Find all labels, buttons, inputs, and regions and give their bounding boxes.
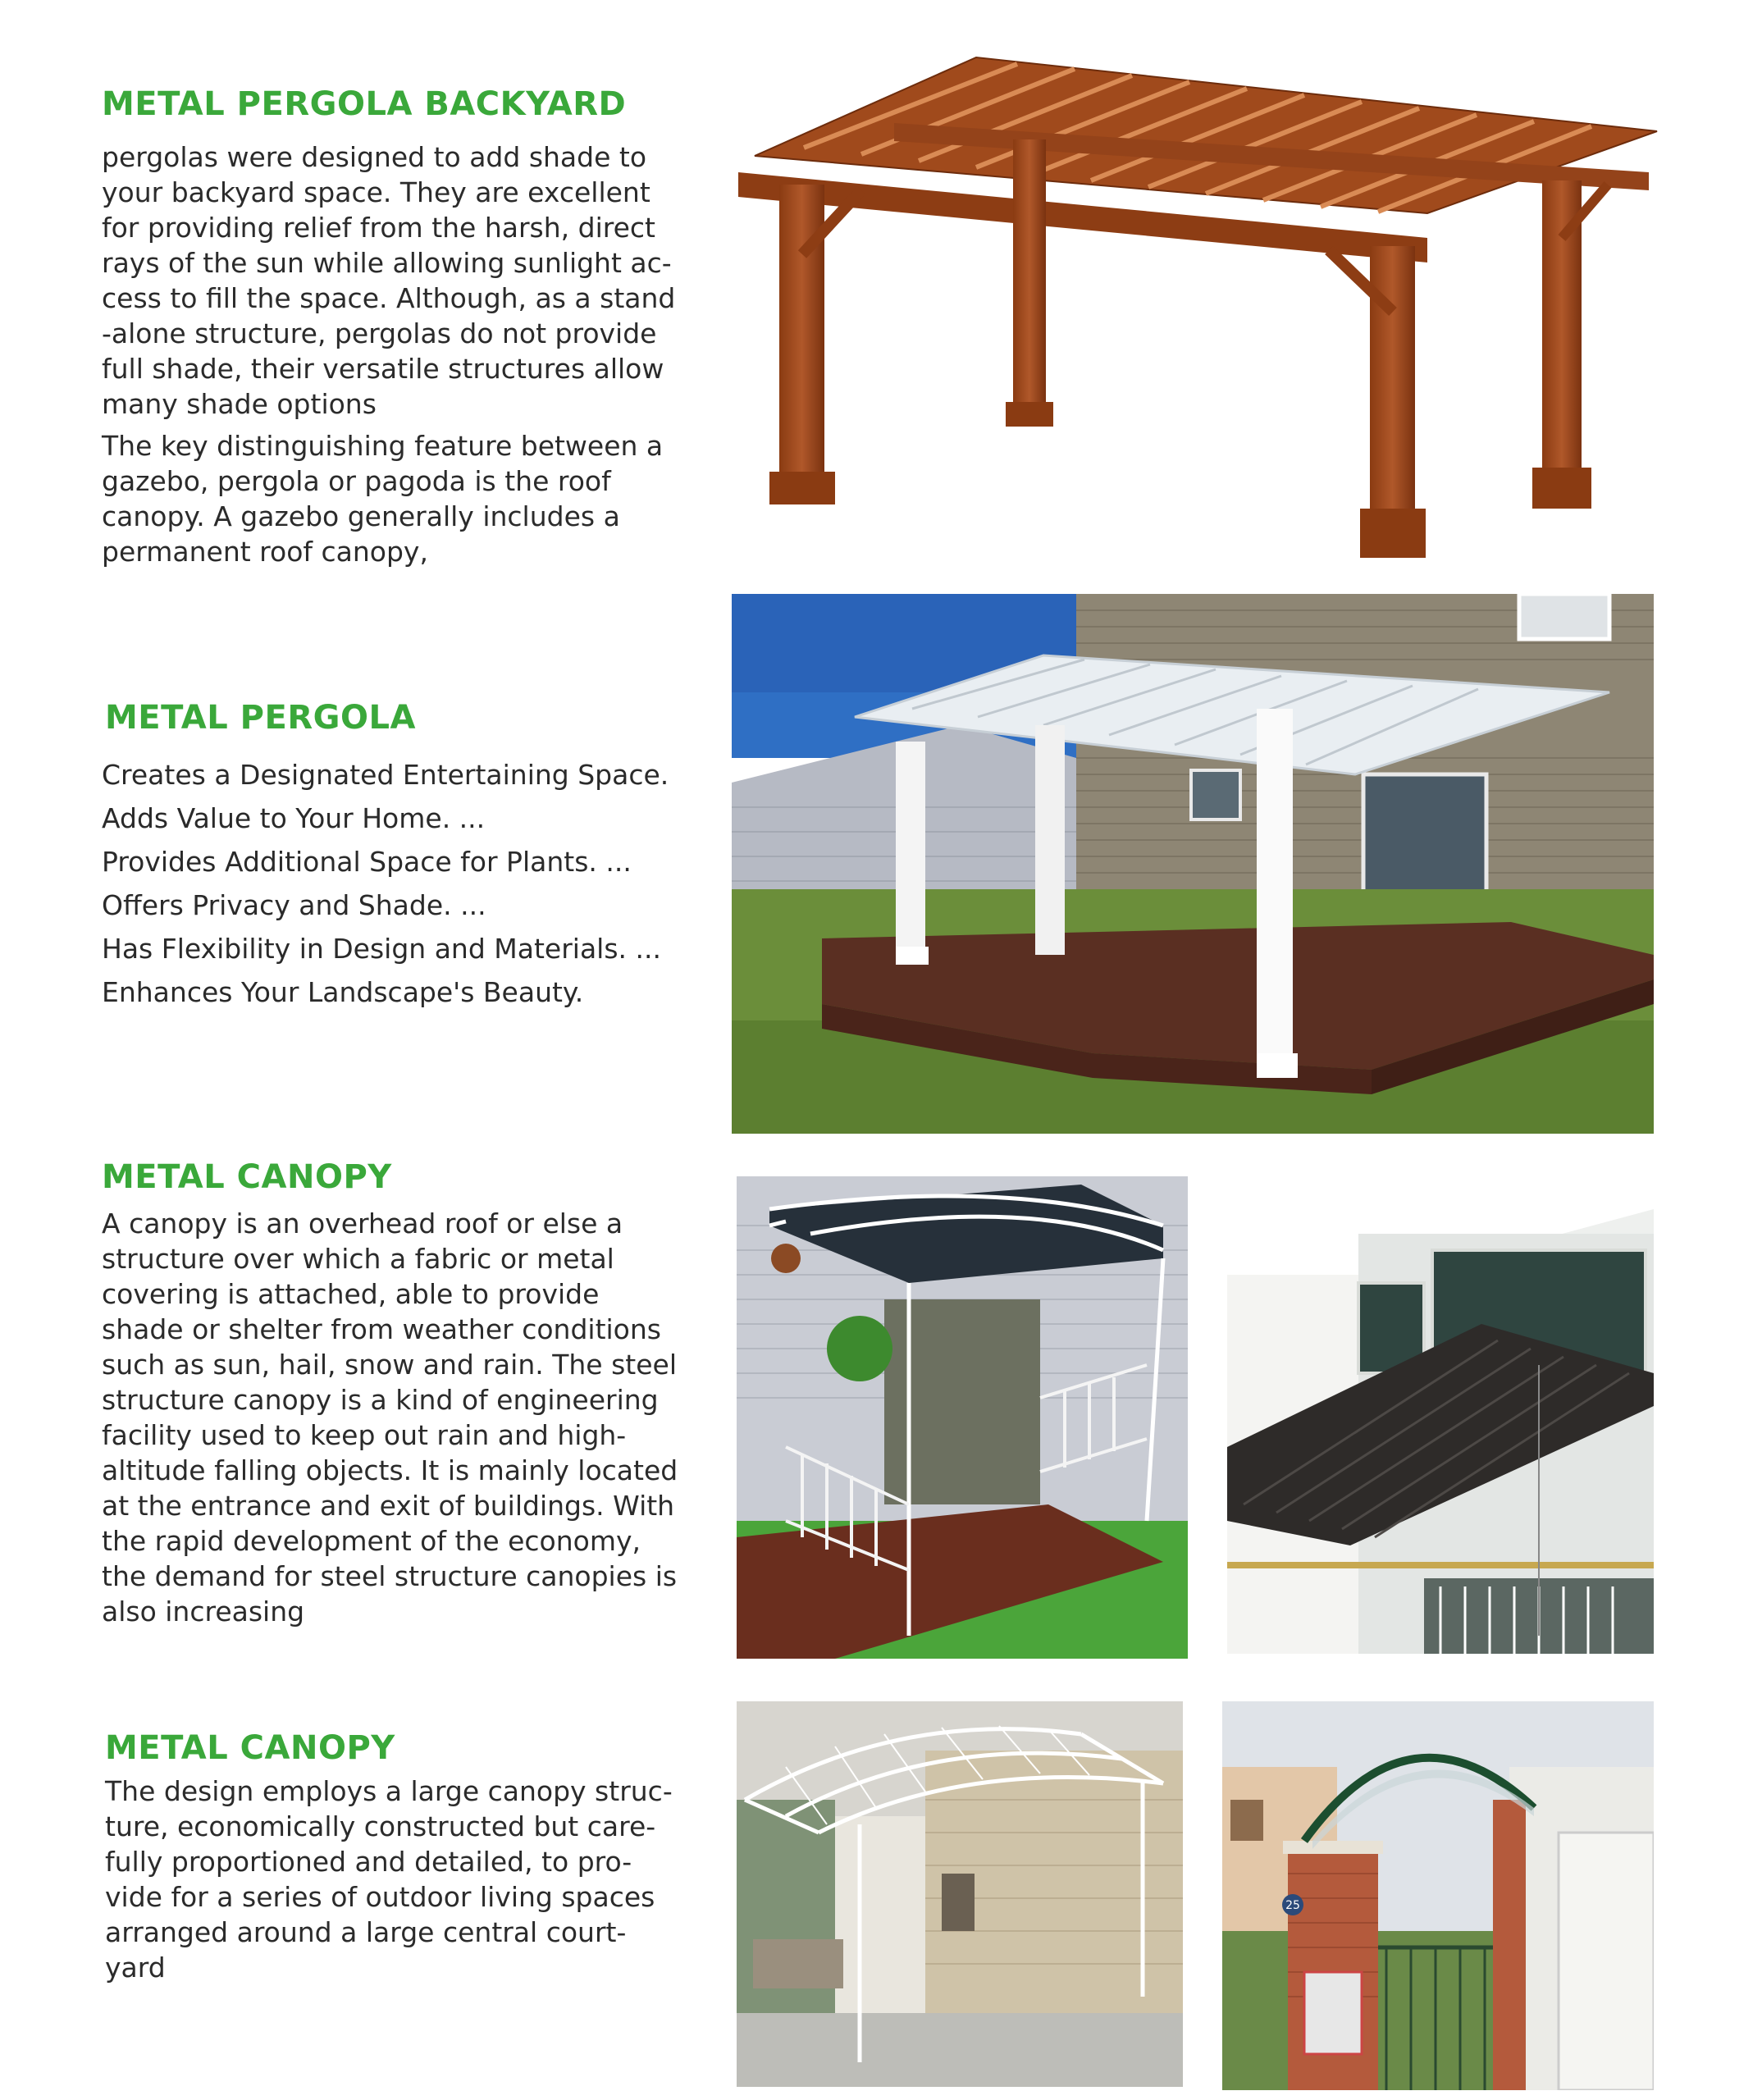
text-line: your backyard space. They are excellent	[102, 176, 650, 208]
gate-arch-canopy-photo	[1222, 1701, 1654, 2090]
metal-canopy-paragraph	[102, 1206, 678, 1629]
list-item: Has Flexibility in Design and Materials. ...	[102, 933, 661, 965]
section-heading-metal-canopy-1: METAL CANOPY	[102, 1158, 392, 1196]
text-line: facility used to keep out rain and high-	[102, 1419, 627, 1451]
text-line: fully proportioned and detailed, to pro-	[105, 1846, 632, 1878]
section-heading-pergola-backyard: METAL PERGOLA BACKYARD	[102, 85, 627, 123]
text-line: at the entrance and exit of buildings. With	[102, 1490, 675, 1522]
pergola-backyard-paragraph-2	[102, 428, 663, 569]
text-line: permanent roof canopy,	[102, 536, 428, 568]
house-number-sign: 25	[1285, 1899, 1300, 1912]
text-line: The key distinguishing feature between a	[102, 430, 664, 462]
text-line: structure canopy is a kind of engineering	[102, 1384, 659, 1416]
list-item: Provides Additional Space for Plants. ...	[102, 846, 632, 878]
text-line: vide for a series of outdoor living spaces	[105, 1881, 655, 1913]
text-line: the demand for steel structure canopies is	[102, 1560, 678, 1592]
text-line: The design employs a large canopy struc-	[105, 1775, 673, 1807]
list-item: Creates a Designated Entertaining Space.	[102, 759, 669, 791]
text-line: A canopy is an overhead roof or else a	[102, 1208, 623, 1239]
text-line: canopy. A gazebo generally includes a	[102, 500, 620, 532]
list-item: Offers Privacy and Shade. ...	[102, 889, 486, 921]
text-line: structure over which a fabric or metal	[102, 1243, 614, 1275]
text-line: full shade, their versatile structures allow	[102, 353, 664, 385]
white-pergola-deck-photo	[732, 594, 1654, 1134]
white-carport-canopy-photo	[737, 1701, 1183, 2087]
text-line: yard	[105, 1952, 166, 1984]
text-line: -alone structure, pergolas do not provide	[102, 317, 657, 349]
text-line: arranged around a large central court-	[105, 1916, 627, 1948]
text-line: ture, economically constructed but care-	[105, 1810, 656, 1842]
text-line: shade or shelter from weather conditions	[102, 1313, 661, 1345]
metal-awning-building-photo	[1227, 1176, 1654, 1654]
text-line: covering is attached, able to provide	[102, 1278, 600, 1310]
text-line: pergolas were designed to add shade to	[102, 141, 647, 173]
text-line: cess to fill the space. Although, as a stand	[102, 282, 676, 314]
text-line: gazebo, pergola or pagoda is the roof	[102, 465, 611, 497]
text-line: the rapid development of the economy,	[102, 1525, 641, 1557]
text-line: for providing relief from the harsh, direct	[102, 212, 655, 244]
wooden-pergola-image	[705, 49, 1673, 566]
text-line: such as sun, hail, snow and rain. The steel	[102, 1349, 677, 1381]
pergola-backyard-paragraph-1	[102, 139, 675, 422]
text-line: many shade options	[102, 388, 377, 420]
canopy-design-paragraph	[105, 1774, 673, 1985]
list-item: Enhances Your Landscape's Beauty.	[102, 976, 584, 1008]
list-item: Adds Value to Your Home. ...	[102, 802, 486, 834]
text-line: also increasing	[102, 1596, 305, 1628]
section-heading-metal-canopy-2: METAL CANOPY	[105, 1729, 395, 1767]
text-line: rays of the sun while allowing sunlight ac-	[102, 247, 672, 279]
text-line: altitude falling objects. It is mainly located	[102, 1454, 678, 1486]
curved-canopy-deck-photo	[737, 1176, 1188, 1659]
metal-pergola-benefits-list	[102, 753, 669, 1014]
section-heading-metal-pergola: METAL PERGOLA	[105, 699, 416, 737]
